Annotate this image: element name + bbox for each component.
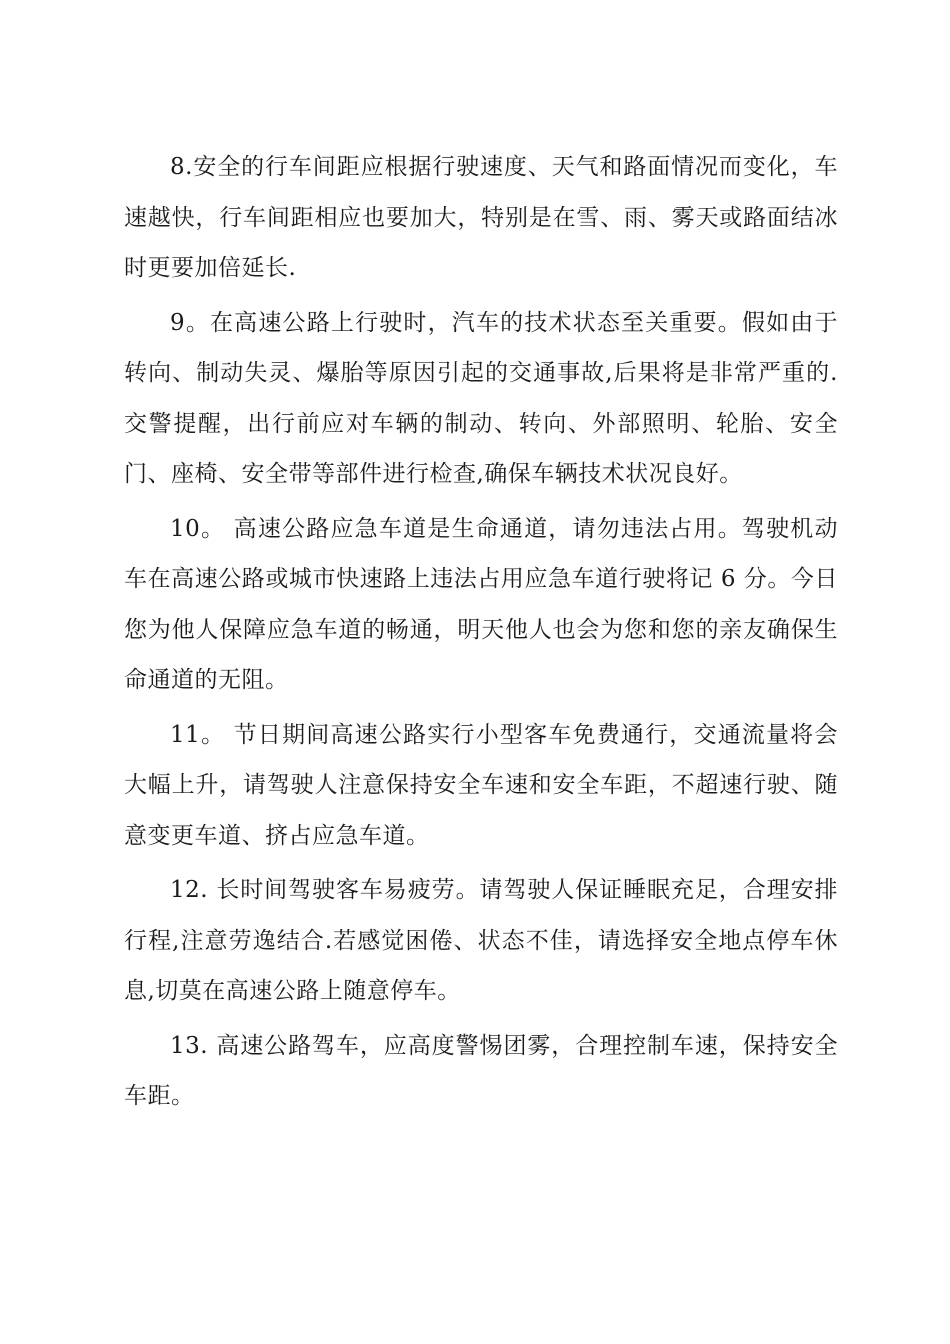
paragraph-item-9: 9。在高速公路上行驶时，汽车的技术状态至关重要。假如由于转向、制动失灵、爆胎等原因引起的交通事故,后果将是非常严重的.交警提醒，出行前应对车辆的制动、转向、外部照明、轮胎、安全门、座椅、安全带等部件进行检查,确保车辆技术状况良好。 bbox=[124, 309, 838, 487]
paragraph-item-10: 10。 高速公路应急车道是生命通道，请勿违法占用。驾驶机动车在高速公路或城市快速路上违法占用应急车道行驶将记 6 分。今日您为他人保障应急车道的畅通，明天他人也会为您和您的亲友确保生命通道的无阻。 bbox=[124, 515, 838, 693]
paragraph-item-11: 11。 节日期间高速公路实行小型客车免费通行，交通流量将会大幅上升，请驾驶人注意保持安全车速和安全车距，不超速行驶、随意变更车道、挤占应急车道。 bbox=[124, 721, 838, 849]
paragraph-item-13: 13. 高速公路驾车，应高度警惕团雾，合理控制车速，保持安全车距。 bbox=[124, 1032, 838, 1109]
paragraph-item-12: 12. 长时间驾驶客车易疲劳。请驾驶人保证睡眠充足，合理安排行程,注意劳逸结合.若感觉困倦、状态不佳，请选择安全地点停车休息,切莫在高速公路上随意停车。 bbox=[124, 877, 838, 1004]
document-body bbox=[124, 142, 838, 1126]
paragraph-item-8: 8.安全的行车间距应根据行驶速度、天气和路面情况而变化，车速越快，行车间距相应也要加大，特别是在雪、雨、雾天或路面结冰时更要加倍延长. bbox=[124, 154, 838, 281]
